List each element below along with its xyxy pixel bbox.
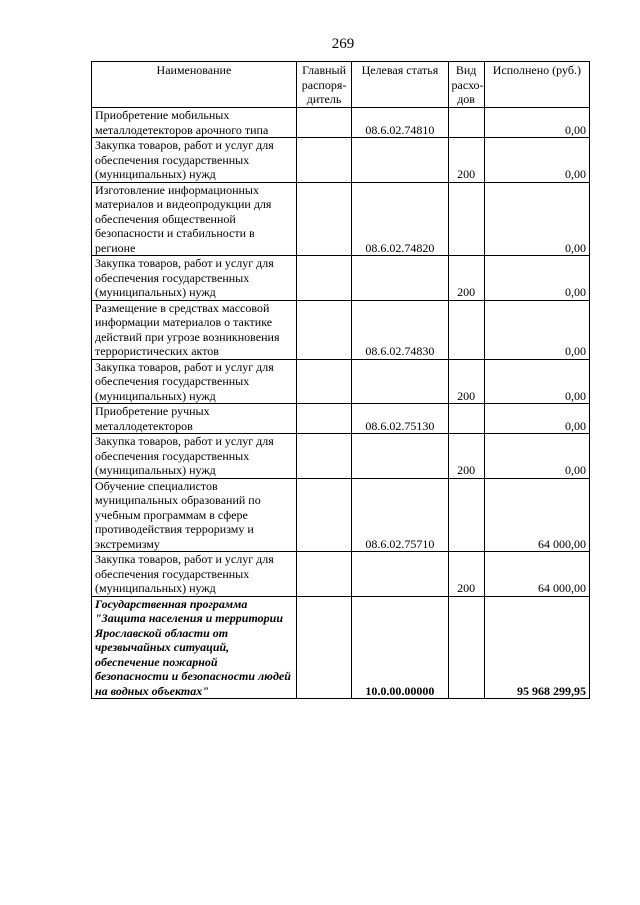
row-main-manager — [296, 256, 351, 301]
table-row — [92, 359, 590, 404]
row-target-article: 08.6.02.74810 — [352, 108, 448, 138]
row-expense-kind: 200 — [448, 434, 484, 479]
row-target-article: 10.0.00.00000 — [352, 596, 448, 699]
row-name: Закупка товаров, работ и услуг для обеспечения государственных (муниципальных) нужд — [92, 552, 297, 597]
row-main-manager — [296, 434, 351, 479]
table-row — [92, 434, 590, 479]
row-main-manager — [296, 596, 351, 699]
row-main-manager — [296, 478, 351, 552]
row-name: Закупка товаров, работ и услуг для обеспечения государственных (муниципальных) нужд — [92, 256, 297, 301]
header-main-manager: Главный распоря- дитель — [296, 62, 351, 108]
table-row — [92, 182, 590, 256]
table-row — [92, 404, 590, 434]
row-name: Изготовление информационных материалов и видеопродукции для обеспечения общественной безопасности и стабильности в регионе — [92, 182, 297, 256]
row-target-article: 08.6.02.74820 — [352, 182, 448, 256]
table-row — [92, 256, 590, 301]
row-name: Закупка товаров, работ и услуг для обеспечения государственных (муниципальных) нужд — [92, 434, 297, 479]
table-header-row — [92, 62, 590, 108]
header-target-article: Целевая статья — [352, 62, 448, 108]
row-target-article — [352, 256, 448, 301]
row-executed: 0,00 — [484, 359, 589, 404]
row-expense-kind — [448, 478, 484, 552]
row-target-article — [352, 552, 448, 597]
row-expense-kind — [448, 300, 484, 359]
row-executed: 0,00 — [484, 138, 589, 183]
row-main-manager — [296, 138, 351, 183]
header-name: Наименование — [92, 62, 297, 108]
row-main-manager — [296, 552, 351, 597]
row-target-article: 08.6.02.75710 — [352, 478, 448, 552]
row-main-manager — [296, 359, 351, 404]
row-expense-kind: 200 — [448, 256, 484, 301]
row-name: Закупка товаров, работ и услуг для обеспечения государственных (муниципальных) нужд — [92, 138, 297, 183]
row-expense-kind — [448, 182, 484, 256]
row-executed: 0,00 — [484, 300, 589, 359]
row-executed: 0,00 — [484, 434, 589, 479]
row-expense-kind — [448, 404, 484, 434]
row-main-manager — [296, 300, 351, 359]
row-name: Размещение в средствах массовой информации материалов о тактике действий при угрозе возникновения террористических актов — [92, 300, 297, 359]
table-row — [92, 138, 590, 183]
row-target-article: 08.6.02.75130 — [352, 404, 448, 434]
row-executed: 0,00 — [484, 404, 589, 434]
row-expense-kind — [448, 108, 484, 138]
row-expense-kind: 200 — [448, 552, 484, 597]
row-name: Закупка товаров, работ и услуг для обеспечения государственных (муниципальных) нужд — [92, 359, 297, 404]
row-executed: 64 000,00 — [484, 552, 589, 597]
row-target-article — [352, 434, 448, 479]
budget-table — [91, 61, 590, 699]
table-row-total — [92, 596, 590, 699]
row-name: Приобретение мобильных металлодетекторов арочного типа — [92, 108, 297, 138]
row-executed: 0,00 — [484, 182, 589, 256]
row-main-manager — [296, 182, 351, 256]
row-name: Обучение специалистов муниципальных образований по учебным программам в сфере противодействия терроризму и экстремизму — [92, 478, 297, 552]
row-target-article — [352, 359, 448, 404]
table-row — [92, 478, 590, 552]
row-executed: 0,00 — [484, 108, 589, 138]
row-target-article: 08.6.02.74830 — [352, 300, 448, 359]
row-executed: 0,00 — [484, 256, 589, 301]
row-expense-kind: 200 — [448, 359, 484, 404]
row-expense-kind: 200 — [448, 138, 484, 183]
row-target-article — [352, 138, 448, 183]
row-main-manager — [296, 404, 351, 434]
row-executed: 64 000,00 — [484, 478, 589, 552]
header-expense-kind: Вид расхо- дов — [448, 62, 484, 108]
page-number: 269 — [331, 36, 355, 52]
header-executed: Исполнено (руб.) — [484, 62, 589, 108]
table-row — [92, 108, 590, 138]
row-expense-kind — [448, 596, 484, 699]
row-name: Государственная программа "Защита населения и территории Ярославской области от чрезвычайных ситуаций, обеспечение пожарной безопасности и безопасности людей на водных объектах" — [92, 596, 297, 699]
row-name: Приобретение ручных металлодетекторов — [92, 404, 297, 434]
table-row — [92, 552, 590, 597]
row-executed: 95 968 299,95 — [484, 596, 589, 699]
row-main-manager — [296, 108, 351, 138]
table-row — [92, 300, 590, 359]
